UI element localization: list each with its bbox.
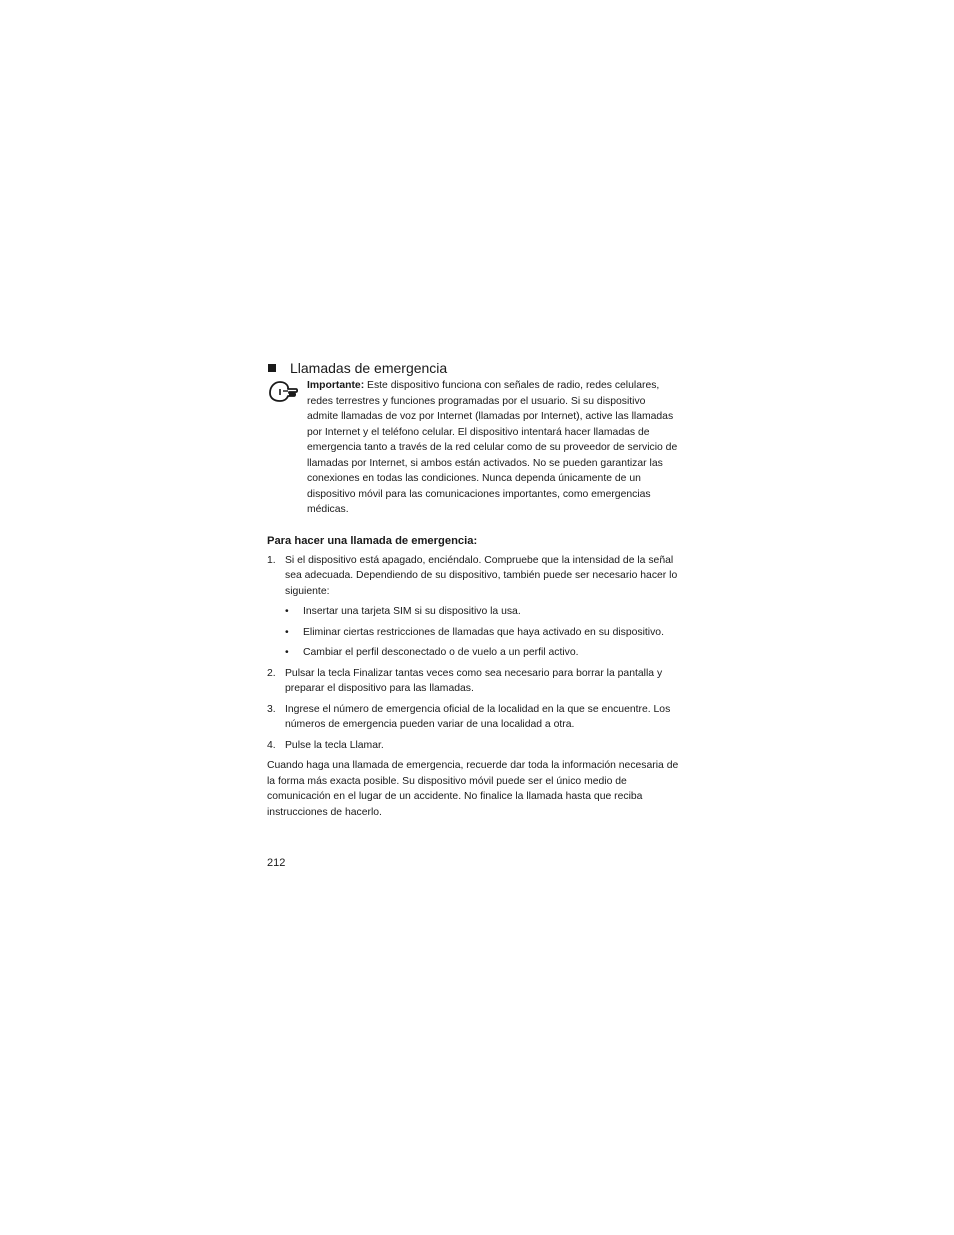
step-number: 1. [267,554,276,566]
list-item [285,604,679,620]
section-heading [267,358,679,378]
important-note [267,378,679,518]
note-text [307,378,679,518]
list-item [267,738,679,754]
step-text: Pulse la tecla Llamar. [285,739,384,751]
step-number: 2. [267,667,276,679]
bullet-text: Insertar una tarjeta SIM si su dispositivo la usa. [303,606,521,617]
note-body: Este dispositivo funciona con señales de radio, redes celulares, redes terrestres y funciones programadas por el usuario. Si su dispositivo admite llamadas de voz por Internet (llamadas por Internet), active las llamadas por Internet y el teléfono celular. El dispositivo intentará hacer llamadas de emergencia tanto a través de la red celular como de su proveedor de servicio de llamadas por Internet, si ambos están activados. No se pueden garantizar las conexiones en todas las condiciones. Nunca dependa únicamente de un dispositivo móvil para las comunicaciones importantes, como emergencias médicas. [307,380,678,515]
list-item [285,625,679,641]
step-number: 4. [267,739,276,751]
list-item [285,645,679,661]
list-item [267,702,679,733]
list-item [267,553,679,661]
bullet-text: Cambiar el perfil desconectado o de vuelo a un perfil activo. [303,647,579,658]
list-item [267,666,679,697]
document-page [267,358,679,820]
bullet-glyph: • [285,606,289,617]
step-text: Pulsar la tecla Finalizar tantas veces como sea necesario para borrar la pantalla y preparar el dispositivo para las llamadas. [285,667,663,694]
closing-paragraph: Cuando haga una llamada de emergencia, recuerde dar toda la información necesaria de la forma más exacta posible. Su dispositivo móvil puede ser el único medio de comunicación en el lugar de un accidente. No finalice la llamada hasta que reciba instrucciones de hacerlo. [267,760,679,818]
step-bullets [285,604,679,661]
section-title: Llamadas de emergencia [290,360,448,376]
bullet-glyph: • [285,647,289,658]
step-text: Ingrese el número de emergencia oficial de la localidad en la que se encuentre. Los números de emergencia pueden variar de una localidad a otra. [285,703,671,730]
important-hand-icon [267,380,299,402]
page-number: 212 [267,857,286,869]
bullet-text: Eliminar ciertas restricciones de llamadas que haya activado en su dispositivo. [303,626,664,638]
note-lead: Importante: [307,380,365,391]
square-bullet-icon [268,364,276,372]
step-text: Si el dispositivo está apagado, enciéndalo. Compruebe que la intensidad de la señal sea adecuada. Dependiendo de su dispositivo, también puede ser necesario hacer lo siguiente: [285,554,678,597]
bullet-glyph: • [285,626,289,638]
step-number: 3. [267,703,276,715]
procedure-title: Para hacer una llamada de emergencia: [267,534,478,547]
procedure-steps [267,553,679,754]
